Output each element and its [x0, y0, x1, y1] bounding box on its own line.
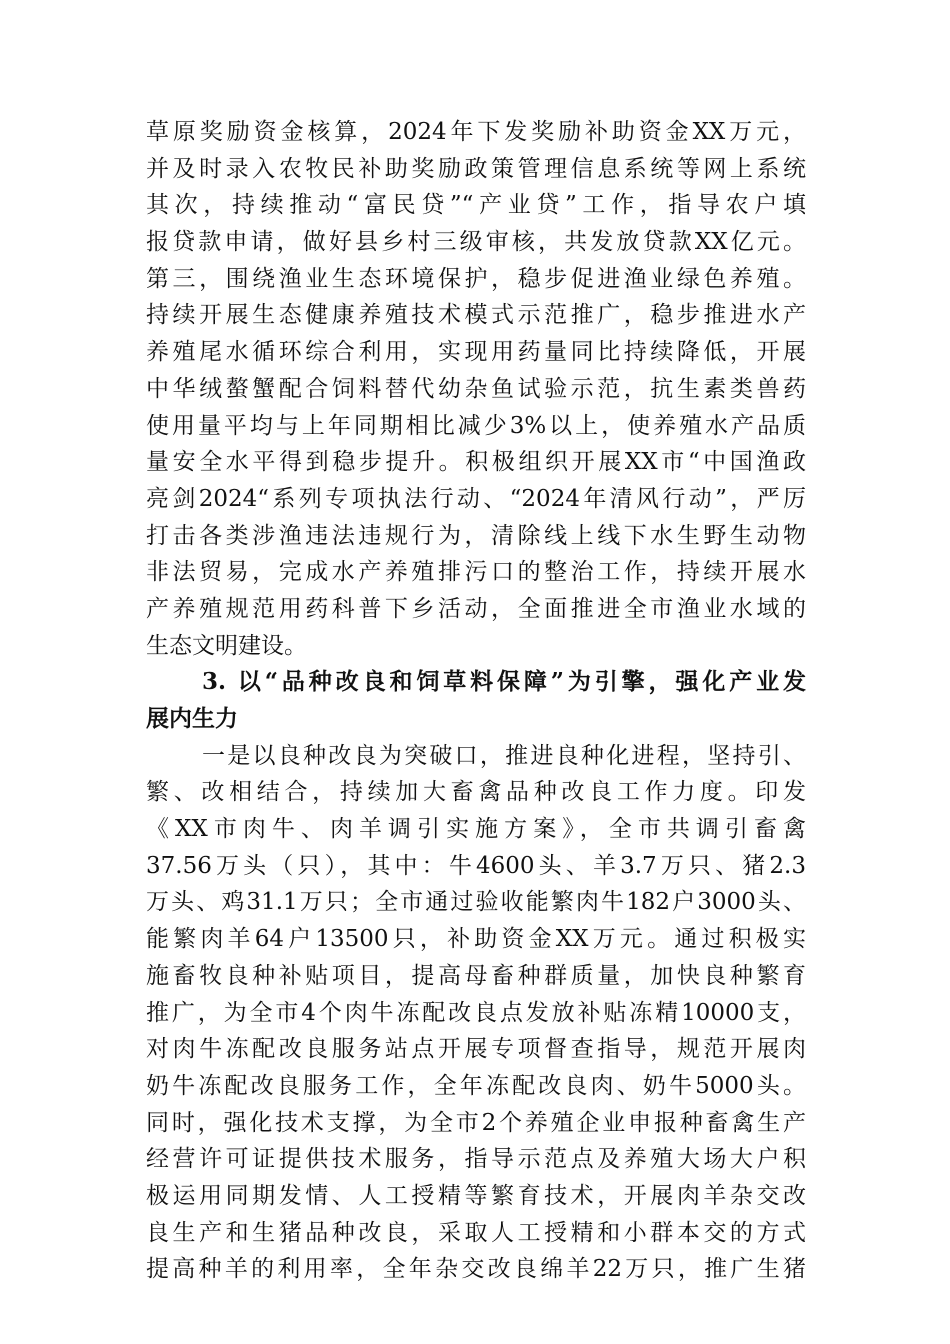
text-line: 养殖尾水循环综合利用，实现用药量同比持续降低，开展 — [146, 339, 806, 366]
document-body — [146, 114, 806, 1288]
text-line: 繁、改相结合，持续加大畜禽品种改良工作力度。印发 — [146, 779, 806, 806]
text-line: 经营许可证提供技术服务，指导示范点及养殖大场大户积 — [146, 1146, 806, 1173]
text-line: 使用量平均与上年同期相比减少3%以上，使养殖水产品质 — [146, 412, 806, 439]
text-line: 《XX市肉牛、肉羊调引实施方案》，全市共调引畜禽 — [146, 816, 806, 843]
text-line: 施畜牧良种补贴项目，提高母畜种群质量，加快良种繁育 — [146, 962, 806, 989]
text-line: 其次，持续推动“富民贷”“产业贷”工作，指导农户填 — [146, 192, 806, 219]
text-line: 良生产和生猪品种改良，采取人工授精和小群本交的方式 — [146, 1219, 806, 1246]
text-line: 并及时录入农牧民补助奖励政策管理信息系统等网上系统 — [146, 155, 806, 182]
text-line: 同时，强化技术支撑，为全市2个养殖企业申报种畜禽生产 — [146, 1109, 806, 1136]
section-heading: 3. 以“品种改良和饲草料保障”为引擎，强化产业发 — [202, 668, 806, 696]
text-line: 亮剑2024“系列专项执法行动、“2024年清风行动”，严厉 — [146, 485, 806, 512]
text-line: 奶牛冻配改良服务工作，全年冻配改良肉、奶牛5000头。 — [146, 1072, 806, 1099]
text-line: 打击各类涉渔违法违规行为，清除线上线下水生野生动物 — [146, 522, 806, 549]
text-line: 对肉牛冻配改良服务站点开展专项督查指导，规范开展肉 — [146, 1036, 806, 1063]
text-line: 推广，为全市4个肉牛冻配改良点发放补贴冻精10000支， — [146, 999, 806, 1026]
text-line: 37.56万头（只），其中：牛4600头、羊3.7万只、猪2.3 — [146, 852, 806, 879]
text-line: 草原奖励资金核算，2024年下发奖励补助资金XX万元， — [146, 119, 806, 145]
text-line: 一是以良种改良为突破口，推进良种化进程，坚持引、 — [202, 742, 806, 769]
text-line: 报贷款申请，做好县乡村三级审核，共发放贷款XX亿元。 — [146, 229, 806, 256]
text-line: 第三，围绕渔业生态环境保护，稳步促进渔业绿色养殖。 — [146, 265, 806, 292]
text-line: 量安全水平得到稳步提升。积极组织开展XX市“中国渔政 — [146, 449, 806, 476]
text-line: 持续开展生态健康养殖技术模式示范推广，稳步推进水产 — [146, 302, 806, 329]
text-line: 极运用同期发情、人工授精等繁育技术，开展肉羊杂交改 — [146, 1182, 806, 1209]
section-heading: 展内生力 — [146, 705, 238, 732]
text-line: 提高种羊的利用率，全年杂交改良绵羊22万只，推广生猪 — [146, 1256, 806, 1283]
text-line: 能繁肉羊64户13500只，补助资金XX万元。通过积极实 — [146, 926, 806, 953]
text-line: 非法贸易，完成水产养殖排污口的整治工作，持续开展水 — [146, 559, 806, 586]
text-line: 中华绒螯蟹配合饲料替代幼杂鱼试验示范，抗生素类兽药 — [146, 375, 806, 402]
text-line: 生态文明建设。 — [146, 632, 307, 659]
text-line: 产养殖规范用药科普下乡活动，全面推进全市渔业水域的 — [146, 595, 806, 622]
text-line: 万头、鸡31.1万只；全市通过验收能繁肉牛182户3000头、 — [146, 889, 806, 916]
